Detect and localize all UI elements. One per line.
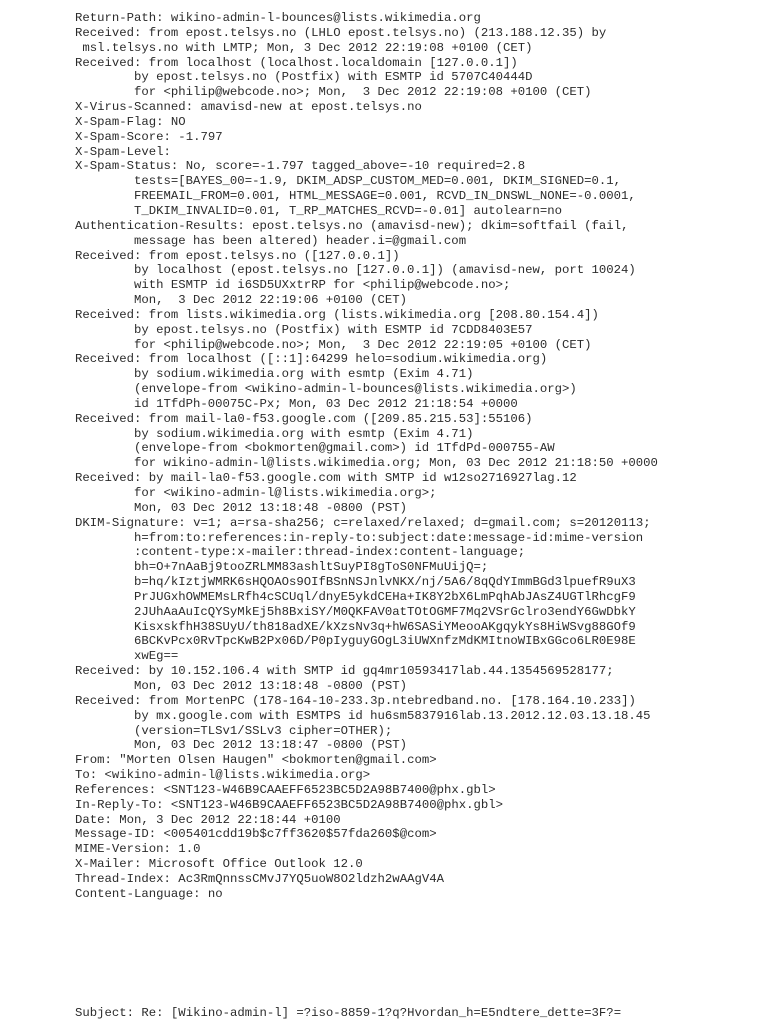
header-line: PrJUGxhOWMEMsLRfh4cSCUql/dnyE5ykdCEHa+IK8Y2bX6LmPqhAbJAsZ4UGTlRhcgF9 [134, 589, 636, 604]
header-line: X-Spam-Score: -1.797 [75, 129, 223, 144]
header-line: (envelope-from <wikino-admin-l-bounces@lists.wikimedia.org>) [134, 382, 577, 397]
header-line: Authentication-Results: epost.telsys.no (amavisd-new); dkim=softfail (fail, [75, 218, 629, 233]
header-line: Received: from lists.wikimedia.org (lists.wikimedia.org [208.80.154.4]) [75, 307, 599, 322]
header-line: by sodium.wikimedia.org with esmtp (Exim 4.71) [134, 367, 474, 382]
header-line: (version=TLSv1/SSLv3 cipher=OTHER); [134, 723, 393, 738]
header-line: Received: from localhost ([::1]:64299 helo=sodium.wikimedia.org) [75, 352, 548, 367]
header-line: DKIM-Signature: v=1; a=rsa-sha256; c=relaxed/relaxed; d=gmail.com; s=20120113; [75, 515, 651, 530]
header-line: with ESMTP id i6SD5UXxtrRP for <philip@webcode.no>; [134, 278, 511, 293]
header-line: X-Spam-Level: [75, 144, 171, 159]
header-line: References: <SNT123-W46B9CAAEFF6523BC5D2A98B7400@phx.gbl> [75, 782, 496, 797]
header-line: Date: Mon, 3 Dec 2012 22:18:44 +0100 [75, 812, 341, 827]
email-raw-headers [75, 11, 765, 902]
header-line: X-Spam-Flag: NO [75, 114, 186, 129]
header-line: FREEMAIL_FROM=0.001, HTML_MESSAGE=0.001, RCVD_IN_DNSWL_NONE=-0.0001, [134, 189, 636, 204]
header-line: :content-type:x-mailer:thread-index:content-language; [134, 545, 526, 560]
header-line: Mon, 03 Dec 2012 13:18:47 -0800 (PST) [134, 738, 408, 753]
header-line: by sodium.wikimedia.org with esmtp (Exim 4.71) [134, 426, 474, 441]
header-line: by epost.telsys.no (Postfix) with ESMTP id 7CDD8403E57 [134, 322, 533, 337]
header-line: Received: from epost.telsys.no ([127.0.0.1]) [75, 248, 400, 263]
header-line: X-Spam-Status: No, score=-1.797 tagged_above=-10 required=2.8 [75, 159, 526, 174]
header-line: Received: from epost.telsys.no (LHLO epost.telsys.no) (213.188.12.35) by [75, 25, 607, 40]
header-line: Mon, 3 Dec 2012 22:19:06 +0100 (CET) [134, 293, 408, 308]
header-line: tests=[BAYES_00=-1.9, DKIM_ADSP_CUSTOM_MED=0.001, DKIM_SIGNED=0.1, [134, 174, 622, 189]
header-line: for <philip@webcode.no>; Mon, 3 Dec 2012 22:19:05 +0100 (CET) [134, 337, 592, 352]
header-line: Received: by mail-la0-f53.google.com with SMTP id w12so2716927lag.12 [75, 471, 577, 486]
header-line: To: <wikino-admin-l@lists.wikimedia.org> [75, 768, 371, 783]
header-line: msl.telsys.no with LMTP; Mon, 3 Dec 2012 22:19:08 +0100 (CET) [75, 40, 533, 55]
header-line: for <wikino-admin-l@lists.wikimedia.org>; [134, 486, 437, 500]
header-line: In-Reply-To: <SNT123-W46B9CAAEFF6523BC5D2A98B7400@phx.gbl> [75, 797, 504, 812]
header-line: X-Mailer: Microsoft Office Outlook 12.0 [75, 857, 363, 872]
header-line: for <philip@webcode.no>; Mon, 3 Dec 2012 22:19:08 +0100 (CET) [134, 85, 592, 100]
header-line: b=hq/kIztjWMRK6sHQOAOs9OIfBSnNSJnlvNKX/nj/5A6/8qQdYImmBGd3lpuefR9uX3 [134, 575, 636, 590]
header-line: message has been altered) header.i=@gmail.com [134, 233, 467, 248]
header-line: Mon, 03 Dec 2012 13:18:48 -0800 (PST) [134, 500, 408, 515]
header-line: bh=O+7nAaBj9tooZRLMM83ashltSuyPI8gToS0NFMuUijQ=; [134, 560, 489, 575]
header-line: Thread-Index: Ac3RmQnnssCMvJ7YQ5uoW8O2ldzh2wAAgV4A [75, 871, 444, 886]
header-line: by epost.telsys.no (Postfix) with ESMTP id 5707C40444D [134, 70, 533, 85]
header-line: xwEg== [134, 649, 179, 664]
header-line: Received: from mail-la0-f53.google.com ([209.85.215.53]:55106) [75, 411, 533, 426]
header-line: T_DKIM_INVALID=0.01, T_RP_MATCHES_RCVD=-0.01] autolearn=no [134, 203, 563, 218]
header-line: X-Virus-Scanned: amavisd-new at epost.telsys.no [75, 100, 422, 115]
email-subject-line: Subject: Re: [Wikino-admin-l] =?iso-8859-1?q?Hvordan_h=E5ndtere_dette=3F?= [75, 1006, 622, 1020]
header-line: Received: from localhost (localhost.localdomain [127.0.0.1]) [75, 55, 518, 70]
header-line: 2JUhAaAuIcQYSyMkEj5h8BxiSY/M0QKFAV0atTOtOGMF7Mq2VSrGclro3endY6GwDbkY [134, 604, 636, 619]
header-line: Return-Path: wikino-admin-l-bounces@lists.wikimedia.org [75, 11, 481, 25]
header-line: Message-ID: <005401cdd19b$c7ff3620$57fda260$@com> [75, 827, 437, 842]
header-line: by mx.google.com with ESMTPS id hu6sm5837916lab.13.2012.12.03.13.18.45 [134, 708, 651, 723]
header-line: id 1TfdPh-00075C-Px; Mon, 03 Dec 2012 21:18:54 +0000 [134, 396, 518, 411]
header-line: Content-Language: no [75, 886, 223, 901]
header-line: MIME-Version: 1.0 [75, 842, 201, 857]
header-line: KisxskfhH38SUyU/th818adXE/kXzsNv3q+hW6SASiYMeooAKgqykYs8HiWSvg88GOf9 [134, 619, 636, 634]
header-line: Mon, 03 Dec 2012 13:18:48 -0800 (PST) [134, 678, 408, 693]
header-line: Received: from MortenPC (178-164-10-233.3p.ntebredband.no. [178.164.10.233]) [75, 693, 636, 708]
header-line: 6BCKvPcx0RvTpcKwB2Px06D/P0pIyguyGOgL3iUWXnfzMdKMItnoWIBxGGco6LR0E98E [134, 634, 636, 649]
header-line: From: "Morten Olsen Haugen" <bokmorten@gmail.com> [75, 753, 437, 768]
header-line: Received: by 10.152.106.4 with SMTP id gq4mr10593417lab.44.1354569528177; [75, 664, 614, 679]
header-line: by localhost (epost.telsys.no [127.0.0.1]) (amavisd-new, port 10024) [134, 263, 636, 278]
header-line: h=from:to:references:in-reply-to:subject:date:message-id:mime-version [134, 530, 644, 545]
header-line: for wikino-admin-l@lists.wikimedia.org; Mon, 03 Dec 2012 21:18:50 +0000 [134, 456, 658, 471]
header-line: (envelope-from <bokmorten@gmail.com>) id 1TfdPd-000755-AW [134, 441, 555, 456]
